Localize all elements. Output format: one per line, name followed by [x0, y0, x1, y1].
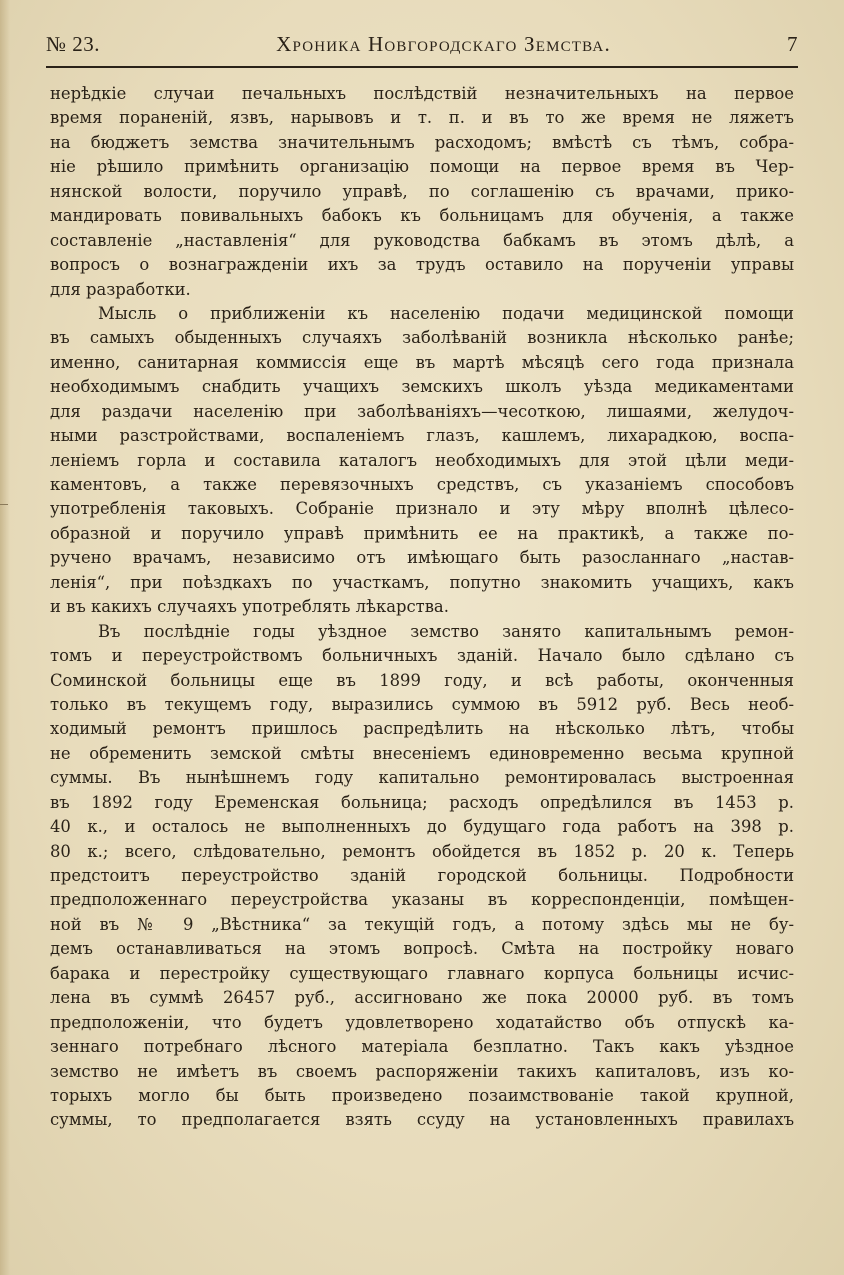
page-header: [46, 32, 798, 62]
header-rule: [46, 66, 798, 68]
body-text: [50, 82, 794, 1133]
text-line: ленія“, при поѣздкахъ по участкамъ, попутно знакомить учащихъ, какъ: [50, 572, 794, 592]
text-line: для разработки.: [50, 279, 191, 299]
text-line: Мысль о приближеніи къ населенію подачи медицинской помощи: [98, 303, 794, 323]
text-line: Соминской больницы еще въ 1899 году, и всѣ работы, оконченныя: [50, 670, 794, 690]
text-line: ручено врачамъ, независимо отъ имѣющаго быть разосланнаго „настав-: [50, 548, 794, 568]
text-line: леніемъ горла и составила каталогъ необходимыхъ для этой цѣли меди-: [50, 450, 794, 470]
text-line: предстоитъ переустройство зданій городской больницы. Подробности: [50, 866, 794, 885]
text-line: въ самыхъ обыденныхъ случаяхъ заболѣваній возникла нѣсколько ранѣе;: [50, 328, 794, 348]
text-line: только въ текущемъ году, выразились суммою въ 5912 руб. Весь необ-: [50, 694, 794, 714]
text-line: употребленія таковыхъ. Собраніе признало и эту мѣру вполнѣ цѣлесо-: [50, 499, 794, 519]
text-line: барака и перестройку существующаго главнаго корпуса больницы исчис-: [50, 963, 794, 983]
text-line: для раздачи населенію при заболѣваніяхъ—чесоткою, лишаями, желудоч-: [50, 401, 794, 421]
text-line: не обременить земской смѣты внесеніемъ единовременно весьма крупной: [50, 743, 794, 763]
text-line: нерѣдкіе случаи печальныхъ послѣдствій незначительныхъ на первое: [50, 84, 794, 103]
text-line: именно, санитарная коммиссія еще въ мартѣ мѣсяцѣ сего года признала: [50, 352, 794, 372]
text-line: ходимый ремонтъ пришлось распредѣлить на нѣсколько лѣтъ, чтобы: [50, 719, 794, 739]
text-line: образной и поручило управѣ примѣнить ее на практикѣ, а также по-: [50, 523, 794, 543]
text-line: мандировать повивальныхъ бабокъ къ больницамъ для обученія, а также: [50, 206, 794, 226]
text-line: время пораненій, язвъ, нарывовъ и т. п. и въ то же время не ляжетъ: [50, 108, 794, 128]
text-line: на бюджетъ земства значительнымъ расходомъ; вмѣстѣ съ тѣмъ, собра-: [50, 132, 794, 152]
text-line: ными разстройствами, воспаленіемъ глазъ, кашлемъ, лихарадкою, воспа-: [50, 426, 794, 446]
text-line: вопросъ о вознагражденіи ихъ за трудъ оставило на порученіи управы: [50, 255, 794, 275]
text-line: суммы, то предполагается взять ссуду на установленныхъ правилахъ: [50, 1110, 794, 1130]
text-line: 40 к., и осталось не выполненныхъ до будущаго года работъ на 398 р.: [50, 817, 794, 837]
text-line: томъ и переустройствомъ больничныхъ зданій. Начало было сдѣлано съ: [50, 646, 794, 666]
text-line: торыхъ могло бы быть произведено позаимствованіе такой крупной,: [50, 1085, 794, 1105]
text-line: ніе рѣшило примѣнить организацію помощи на первое время въ Чер-: [50, 157, 794, 177]
margin-mark: [0, 504, 8, 505]
text-line: и въ какихъ случаяхъ употреблять лѣкарства.: [50, 597, 449, 617]
text-line: земство не имѣетъ въ своемъ распоряженіи такихъ капиталовъ, изъ ко-: [50, 1061, 794, 1081]
text-line: предположеннаго переустройства указаны въ корреспонденціи, помѣщен-: [50, 890, 794, 910]
text-line: необходимымъ снабдить учащихъ земскихъ школъ уѣзда медикаментами: [50, 377, 794, 397]
page-number: 7: [786, 32, 798, 56]
running-title: Хроника Новгородскаго Земства.: [276, 32, 611, 56]
text-line: лена въ суммѣ 26457 руб., ассигновано же пока 20000 руб. въ томъ: [50, 988, 794, 1008]
text-line: нянской волости, поручило управѣ, по соглашенію съ врачами, прико-: [50, 181, 794, 201]
text-line: составленіе „наставленія“ для руководства бабкамъ въ этомъ дѣлѣ, а: [50, 230, 794, 250]
issue-number: № 23.: [46, 32, 101, 56]
text-line: въ 1892 году Еременская больница; расходъ опредѣлился въ 1453 р.: [50, 792, 794, 812]
text-line: Въ послѣдніе годы уѣздное земство занято капитальнымъ ремон-: [98, 621, 794, 641]
text-line: зеннаго потребнаго лѣсного матеріала безплатно. Такъ какъ уѣздное: [50, 1037, 794, 1057]
text-line: 80 к.; всего, слѣдовательно, ремонтъ обойдется въ 1852 р. 20 к. Теперь: [50, 841, 794, 861]
text-line: суммы. Въ нынѣшнемъ году капитально ремонтировалась выстроенная: [50, 768, 794, 788]
text-line: ной въ № 9 „Вѣстника“ за текущій годъ, а потому здѣсь мы не бу-: [50, 914, 794, 934]
text-line: предположеніи, что будетъ удовлетворено ходатайство объ отпускѣ ка-: [50, 1012, 794, 1032]
text-line: каментовъ, а также перевязочныхъ средствъ, съ указаніемъ способовъ: [50, 475, 794, 494]
text-line: демъ останавливаться на этомъ вопросѣ. Смѣта на постройку новаго: [50, 939, 794, 959]
